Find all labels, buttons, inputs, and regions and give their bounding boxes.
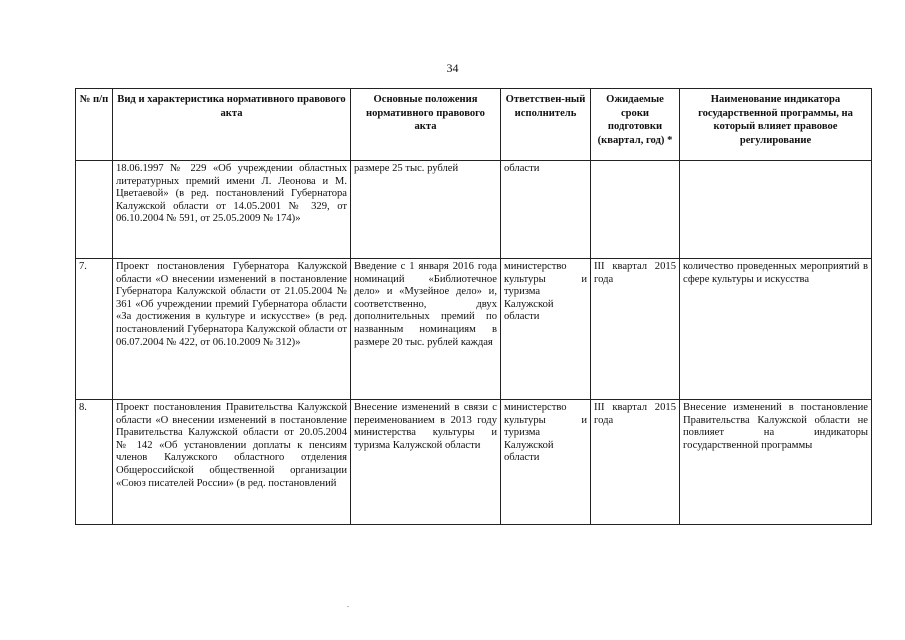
table-row [76,259,872,400]
responsible-executor: области [501,161,591,259]
expected-deadline: III квартал 2015 года [591,259,680,400]
row-number: 8. [76,400,113,525]
header-number: № п/п [76,89,113,161]
scan-artifact-dot [347,606,349,607]
header-provisions: Основные положения нормативного правового акта [351,89,501,161]
act-description: Проект постановления Губернатора Калужской области «О внесении изменений в постановление Губернатора Калужской области от 21.05.2004 № 361 «Об учреждении премий Губернатора области «За достижения в культуре и искусстве» (в ред. постановлений Губернатора Калужской области от 06.07.2004 № 422, от 06.10.2009 № 312)» [113,259,351,400]
expected-deadline [591,161,680,259]
act-description: Проект постановления Правительства Калужской области «О внесении изменений в постановление Правительства Калужской области от 20.05.2004 № 142 «Об установлении доплаты к пенсиям членов Калужского областного отделения Общероссийской общественной организации «Союз писателей России» (в ред. постановлений [113,400,351,525]
responsible-executor: министерство культуры и туризма Калужской области [501,259,591,400]
act-provisions: Внесение изменений в связи с переименованием в 2013 году министерства культуры и туризма Калужской области [351,400,501,525]
table-header-row [76,89,872,161]
act-provisions: размере 25 тыс. рублей [351,161,501,259]
header-executor: Ответствен-ный исполнитель [501,89,591,161]
table-row [76,400,872,525]
header-deadline: Ожидаемые сроки подготовки (квартал, год) * [591,89,680,161]
page-number: 34 [446,61,459,75]
program-indicator: количество проведенных мероприятий в сфере культуры и искусства [680,259,872,400]
program-indicator [680,161,872,259]
act-provisions: Введение с 1 января 2016 года номинаций «Библиотечное дело» и «Музейное дело» и, соответственно, двух дополнительных премий по названным номинациям в размере 20 тыс. рублей каждая [351,259,501,400]
row-number: 7. [76,259,113,400]
table-row [76,161,872,259]
header-act: Вид и характеристика нормативного правового акта [113,89,351,161]
legal-acts-table [75,88,872,525]
program-indicator: Внесение изменений в постановление Правительства Калужской области не повлияет на индикаторы государственной программы [680,400,872,525]
act-description: 18.06.1997 № 229 «Об учреждении областных литературных премий имени Л. Леонова и М. Цветаевой» (в ред. постановлений Губернатора Калужской области от 14.05.2001 № 329, от 06.10.2004 № 591, от 25.05.2009 № 174)» [113,161,351,259]
expected-deadline: III квартал 2015 года [591,400,680,525]
header-indicator: Наименование индикатора государственной программы, на который влияет правовое регулирование [680,89,872,161]
row-number [76,161,113,259]
responsible-executor: министерство культуры и туризма Калужской области [501,400,591,525]
